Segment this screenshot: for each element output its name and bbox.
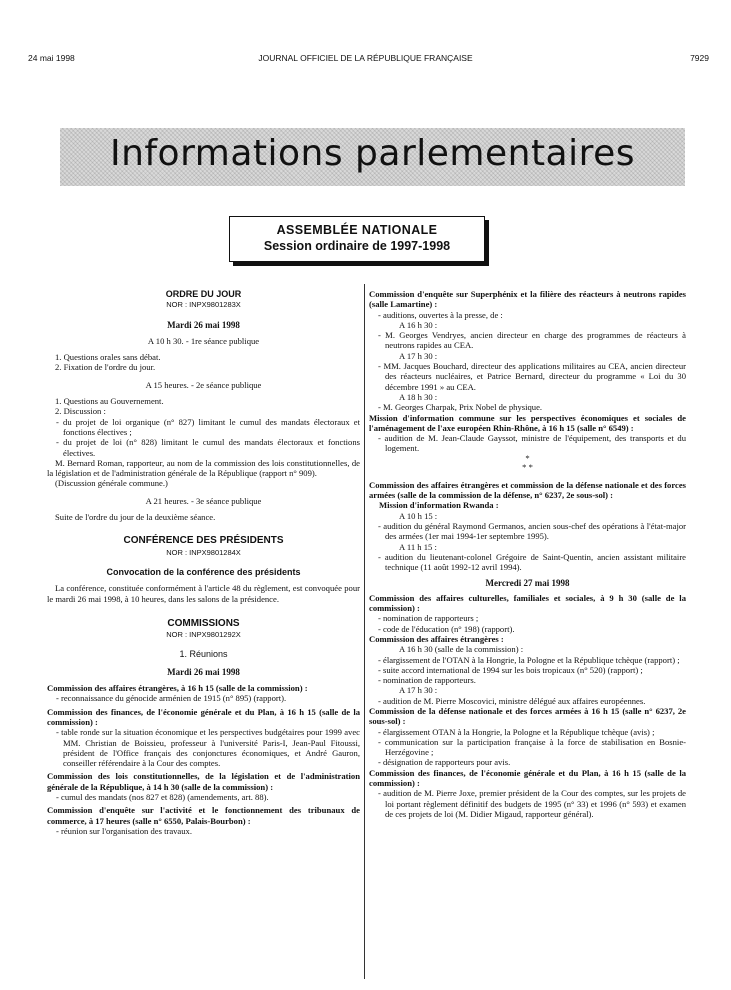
com-date: Mardi 26 mai 1998 — [167, 666, 240, 677]
separator-stars — [369, 454, 686, 472]
sp-time: A 17 h 30 : — [399, 350, 438, 361]
acs-head: Commission des affaires culturelles, familiales et sociales, à 9 h 30 (salle de la commission) : — [369, 592, 686, 614]
c3-head: Commission des lois constitutionnelles, de la législation et de l'administration générale de la République, à 14 h 30 (salle de la commission) : — [47, 771, 360, 792]
ae-time: A 10 h 15 : — [399, 510, 438, 521]
def-head: Commission de la défense nationale et des forces armées à 16 h 15 (salle n° 6237, 2e sous-sol) : — [369, 705, 686, 727]
assembly-name: ASSEMBLÉE NATIONALE — [276, 223, 438, 237]
ae-time: A 11 h 15 : — [399, 541, 437, 552]
odj-nor: NOR : INPX9801283X — [166, 300, 241, 310]
session-3-text: Suite de l'ordre du jour de la deuxième séance. — [55, 512, 216, 523]
sp-time: A 16 h 30 : — [399, 319, 438, 330]
com-nor: NOR : INPX9801292X — [166, 630, 241, 640]
ae2-time: A 17 h 30 : — [399, 685, 438, 696]
def-item: - communication sur la participation française à la force de stabilisation en Bosnie-Herzégovine ; — [378, 736, 686, 758]
page-header — [0, 53, 731, 67]
session-3-time: A 21 heures. - 3e séance publique — [145, 495, 262, 506]
ae2-head: Commission des affaires étrangères : — [369, 633, 504, 644]
c1-item: - reconnaissance du génocide arménien de 1915 (n° 895) (rapport). — [56, 693, 287, 704]
ae-item: - audition du général Raymond Germanos, ancien sous-chef des opérations à l'état-major des armées (1er mai 1994-1er septembre 1995). — [378, 520, 686, 542]
acs-item: - nomination de rapporteurs ; — [378, 613, 479, 624]
c3-item: - cumul des mandats (nos 827 et 828) (amendements, art. 88). — [56, 791, 269, 802]
cp-subtitle: Convocation de la conférence des présidents — [106, 566, 301, 577]
session-2-time: A 15 heures. - 2e séance publique — [145, 379, 262, 390]
session-1-item: 2. Fixation de l'ordre du jour. — [55, 362, 156, 373]
sp-head: Commission d'enquête sur Superphénix et la filière des réacteurs à neutrons rapides (salle Lamartine) : — [369, 289, 686, 310]
star-line: * — [525, 452, 530, 463]
c4-head: Commission d'enquête sur l'activité et le fonctionnement des tribunaux de commerce, à 17 heures (salle n° 6550, Palais-Bourbon) : — [47, 805, 360, 826]
ae2-item: - suite accord international de 1994 sur les bois tropicaux (n° 520) (rapport) ; — [378, 664, 643, 675]
assembly-session: Session ordinaire de 1997-1998 — [263, 239, 451, 253]
odj-date: Mardi 26 mai 1998 — [167, 319, 240, 330]
fin-item: - audition de M. Pierre Joxe, premier président de la Cour des comptes, sur les projets de loi portant règlement définitif des budgets de 1995 (n° 33) et 1996 (n° 593) et examen de ces projets de loi (M. Didier Migaud, rapporteur général). — [378, 788, 686, 819]
odj-title: ORDRE DU JOUR — [165, 289, 242, 299]
sp-time: A 18 h 30 : — [399, 391, 438, 402]
ae-mission: Mission d'information Rwanda : — [379, 500, 499, 511]
sp-item: - M. Georges Charpak, Prix Nobel de physique. — [378, 402, 543, 413]
star-line: * * — [522, 461, 533, 472]
right-column — [369, 289, 686, 819]
ae2-item: - élargissement de l'OTAN à la Hongrie, la Pologne et la République tchèque (rapport) ; — [378, 654, 680, 665]
ae2-item: - audition de M. Pierre Moscovici, ministre délégué aux affaires européennes. — [378, 695, 646, 706]
cp-text: La conférence, constituée conformément à l'article 48 du règlement, est convoquée pour le mardi 26 mai 1998, à 10 heures, dans les salons de la présidence. — [47, 583, 360, 604]
session-2-dash: - du projet de loi (n° 828) limitant le cumul des mandats électoraux et fonctions électives. — [56, 437, 360, 458]
left-column — [47, 289, 360, 836]
header-date: 24 mai 1998 — [28, 53, 75, 63]
ae-item: - audition du lieutenant-colonel Grégoire de Saint-Quentin, ancien assistant militaire technique (11 août 1992-12 avril 1994). — [378, 551, 686, 573]
ae2-item: - nomination de rapporteurs. — [378, 675, 476, 686]
cp-nor: NOR : INPX9801284X — [166, 547, 241, 557]
c4-item: - réunion sur l'organisation des travaux. — [56, 825, 192, 836]
mi-head: Mission d'information commune sur les perspectives économiques et sociales de l'aménagement de l'axe européen Rhin-Rhône, à 16 h 15 (salle n° 6549) : — [369, 412, 686, 433]
cp-title: CONFÉRENCE DES PRÉSIDENTS — [123, 535, 284, 547]
sp-item: - M. Georges Vendryes, ancien directeur en charge des programmes de réacteurs à neutrons rapides au CEA. — [378, 330, 686, 351]
session-2-discussion: (Discussion générale commune.) — [55, 478, 168, 489]
header-page-number: 7929 — [690, 53, 709, 63]
def-item: - désignation de rapporteurs pour avis. — [378, 757, 511, 768]
def-item: - élargissement OTAN à la Hongrie, la Pologne et la République tchèque (avis) ; — [378, 726, 655, 737]
section-banner-title: Informations parlementaires — [109, 133, 636, 174]
session-2-item: 2. Discussion : — [55, 406, 106, 417]
ae2-time: A 16 h 30 (salle de la commission) : — [399, 644, 524, 655]
com-title: COMMISSIONS — [167, 617, 240, 629]
date-2: Mercredi 27 mai 1998 — [485, 578, 570, 589]
session-2-item: 1. Questions au Gouvernement. — [55, 396, 164, 407]
session-1-time: A 10 h 30. - 1re séance publique — [147, 335, 260, 346]
sp-line: - auditions, ouvertes à la presse, de : — [378, 309, 503, 320]
c2-head: Commission des finances, de l'économie générale et du Plan, à 16 h 15 (salle de la commission) : — [47, 706, 360, 727]
sp-item: - MM. Jacques Bouchard, directeur des applications militaires au CEA, ancien directeur des réacteurs nucléaires, et Patrice Bernard, directeur du programme « Loi du 30 décembre 1991 » au CEA. — [378, 361, 686, 392]
assembly-box — [229, 216, 485, 262]
session-2-dash: - du projet de loi organique (n° 827) limitant le cumul des mandats électoraux et fonctions électives ; — [56, 416, 360, 437]
mi-item: - audition de M. Jean-Claude Gayssot, ministre de l'équipement, des transports et du logement. — [378, 433, 686, 454]
c1-head: Commission des affaires étrangères, à 16 h 15 (salle de la commission) : — [47, 683, 308, 694]
com-subtitle: 1. Réunions — [179, 649, 228, 660]
header-journal-title: JOURNAL OFFICIEL DE LA RÉPUBLIQUE FRANÇAISE — [258, 53, 473, 63]
acs-item: - code de l'éducation (n° 198) (rapport). — [378, 623, 515, 634]
session-1-item: 1. Questions orales sans débat. — [55, 352, 161, 363]
c2-item: - table ronde sur la situation économique et les perspectives budgétaires pour 1999 avec MM. Christian de Boissieu, professeur à l'université Paris-I, Jean-Paul Fitoussi, président de l'Office français des conjonctures économiques, et André Gauron, conseiller référendaire à la Cour des comptes. — [56, 727, 360, 769]
ae-head: Commission des affaires étrangères et commission de la défense nationale et des forces armées (salle de la commission de la défense, n° 6237, 2e sous-sol) : — [369, 479, 686, 501]
session-2-rapport: M. Bernard Roman, rapporteur, au nom de la commission des lois constitutionnelles, de la législation et de l'administration générale de la République (rapport n° 909). — [47, 457, 360, 479]
column-divider — [364, 284, 365, 979]
fin-head: Commission des finances, de l'économie générale et du Plan, à 16 h 15 (salle de la commission) : — [369, 767, 686, 789]
